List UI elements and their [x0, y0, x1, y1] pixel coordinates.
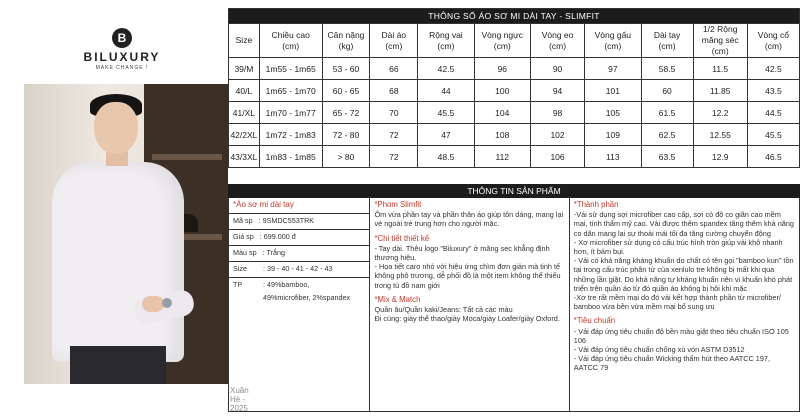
table-row: [229, 58, 800, 80]
sku-value: : 9SMDC553TRK: [258, 216, 315, 225]
size-header-cell: [474, 24, 530, 58]
standards-text: - Vải đáp ứng tiêu chuẩn độ bền màu giặt theo tiêu chuẩn ISO 105 106 - Vải đáp ứng tiêu chuẩn chống xù vón ASTM D3512 - Vải đáp ứng tiêu chuẩn Wicking thấm hút theo AATCC 197, AATCC 79: [573, 326, 789, 373]
material-label: TP: [233, 280, 243, 289]
size-cell: 47: [418, 124, 474, 146]
size-cell: 53 - 60: [322, 58, 370, 80]
sku-row: [229, 214, 369, 230]
price-value: : 699.000 đ: [259, 232, 296, 241]
size-cell: 97: [585, 58, 641, 80]
size-cell: 12.2: [693, 102, 747, 124]
size-cell: 1m72 - 1m83: [259, 124, 322, 146]
model-pants: [70, 346, 166, 384]
size-cell: 90: [530, 58, 584, 80]
size-cell: 58.5: [641, 58, 693, 80]
season-caption: Xuân Hè - 2025: [230, 386, 249, 413]
product-info-title: THÔNG TIN SẢN PHẨM: [228, 184, 800, 198]
composition-title: *Thành phần: [573, 200, 619, 209]
size-header-text: Vòng cổ: [757, 29, 789, 40]
size-cell: 61.5: [641, 102, 693, 124]
table-row: [229, 124, 800, 146]
size-header-cell: [229, 24, 260, 58]
size-cell: 1m65 - 1m70: [259, 80, 322, 102]
size-header-cell: [747, 24, 799, 58]
size-header-cell: [641, 24, 693, 58]
size-cell: 68: [370, 80, 418, 102]
size-header-text: (cm): [549, 40, 567, 51]
size-header-cell: [585, 24, 641, 58]
size-cell: 48.5: [418, 146, 474, 168]
design-column: [370, 198, 569, 411]
size-cell: 65 - 72: [322, 102, 370, 124]
size-cell: 112: [474, 146, 530, 168]
size-cell: 72 - 80: [322, 124, 370, 146]
design-detail-text: - Tay dài. Thêu logo "Biluxury" ở măng sec khẳng định thương hiệu. - Họa tiết caro nhỏ với hiệu ứng chìm đơn giản mà tinh tế không phô trương, dễ phối đồ là một item không thể thiếu trong tủ đồ nam giới: [374, 243, 561, 290]
white-shirt: [52, 162, 184, 362]
size-header-text: Vòng ngực: [481, 29, 524, 40]
size-label: Size: [233, 264, 247, 273]
size-cell: 11.5: [693, 58, 747, 80]
size-header-text: (cm): [493, 40, 511, 51]
material-row: [229, 278, 369, 308]
size-cell: 60 - 65: [322, 80, 370, 102]
size-cell: 105: [585, 102, 641, 124]
color-label: Màu sp: [233, 248, 257, 257]
size-cell: 42.5: [418, 58, 474, 80]
size-cell: 41/XL: [229, 102, 260, 124]
fit-text: Ôm vừa phần tay và phần thân áo giúp tôn dáng, mang lại vẻ ngoài trẻ trung hơn cho người mặc.: [374, 210, 564, 229]
size-header-text: (cm): [385, 40, 403, 51]
size-cell: 109: [585, 124, 641, 146]
size-cell: 106: [530, 146, 584, 168]
model-photo: [24, 84, 228, 384]
color-row: [229, 246, 369, 262]
size-cell: 43/3XL: [229, 146, 260, 168]
material-value-1: : 49%bamboo,: [263, 280, 310, 289]
mix-match-block: [374, 295, 564, 324]
size-cell: 42.5: [747, 58, 799, 80]
fit-block: [374, 200, 564, 229]
size-header-text: 1/2 Rộng: [702, 24, 738, 34]
size-cell: 72: [370, 146, 418, 168]
size-cell: 44.5: [747, 102, 799, 124]
size-header-text: (cm): [764, 40, 782, 51]
size-cell: 39/M: [229, 58, 260, 80]
size-table: [228, 8, 800, 168]
size-cell: 62.5: [641, 124, 693, 146]
model-hand: [142, 296, 164, 312]
size-header-text: Vòng gấu: [594, 29, 632, 40]
design-detail-block: [374, 234, 564, 290]
standards-title: *Tiêu chuẩn: [573, 316, 616, 326]
size-cell: 40/L: [229, 80, 260, 102]
size-cell: 102: [530, 124, 584, 146]
size-cell: 72: [370, 124, 418, 146]
design-detail-title: *Chi tiết thiết kế: [374, 233, 430, 243]
size-cell: 113: [585, 146, 641, 168]
size-header-text: măng séc: [701, 35, 739, 45]
size-header-text: (cm): [437, 40, 455, 51]
size-cell: 12.9: [693, 146, 747, 168]
size-header-text: (kg): [338, 40, 354, 51]
size-header-text: (cm): [282, 40, 300, 51]
size-cell: 101: [585, 80, 641, 102]
size-header-cell: [530, 24, 584, 58]
size-cell: 11.85: [693, 80, 747, 102]
shelf-board: [152, 154, 222, 160]
size-header-text: Cân nặng: [327, 29, 365, 40]
product-name: *Áo sơ mi dài tay: [233, 200, 294, 209]
table-row: [229, 146, 800, 168]
size-cell: 94: [530, 80, 584, 102]
size-cell: 44: [418, 80, 474, 102]
product-name-row: [229, 198, 369, 214]
color-value: : Trắng: [262, 248, 285, 257]
price-row: [229, 230, 369, 246]
logo-mark: B: [112, 28, 132, 48]
size-cell: 66: [370, 58, 418, 80]
size-header-cell: [418, 24, 474, 58]
sku-label: Mã sp: [233, 216, 253, 225]
size-table-body: [229, 58, 800, 168]
size-cell: 1m70 - 1m77: [259, 102, 322, 124]
product-basic-column: [229, 198, 370, 411]
size-cell: 60: [641, 80, 693, 102]
size-header-cell: [259, 24, 322, 58]
size-header-text: Rộng vai: [429, 29, 463, 40]
material-column: [570, 198, 799, 411]
size-cell: 108: [474, 124, 530, 146]
size-cell: 43.5: [747, 80, 799, 102]
size-cell: 70: [370, 102, 418, 124]
size-cell: 100: [474, 80, 530, 102]
size-cell: 12.55: [693, 124, 747, 146]
size-row: [229, 262, 369, 278]
model-head: [94, 102, 138, 154]
price-label: Giá sp: [233, 232, 254, 241]
table-row: [229, 80, 800, 102]
table-row: [229, 102, 800, 124]
size-header-text: Dài áo: [381, 29, 407, 40]
standards-block: [574, 316, 795, 372]
size-header-text: Size: [235, 35, 253, 45]
size-header-cell: [370, 24, 418, 58]
material-line: [233, 280, 365, 289]
mix-match-text: Quần âu/Quần kaki/Jeans: Tất cả các màu Đi cùng: giày thể thao/giày Moca/giày Loafer/giày Oxford.: [374, 305, 560, 324]
size-header-text: (cm): [604, 40, 622, 51]
composition-text: -Vải sử dụng sợi microfiber cao cấp, sợi có độ co giãn cao mềm mại, tính thẩm mỹ cao. Vải được thêm spandex tăng thêm khả năng co dãn mang lại sự thoải mái tối đa tăng cường chuyển động - Xơ microfiber sử dụng có cấu trúc hình tròn giúp vải khô nhanh hơn, ít bám bụi. - Vải có khả năng kháng khuẩn do chất có tên gọi "bamboo kun" tồn tại trong cấu trúc phân tử của xenlulo tre không bị mất khi qua những lần giặt. Do khả năng tự kháng khuẩn nên vi khuẩn khó phát triển trên quần áo từ đó quần áo không bị hôi khi mặc -Xơ tre rất mềm mại do đó vải kết hợp thành phần từ microfiber/ bamboo vừa bền vừa mềm mại bổ sung ưu: [573, 210, 794, 312]
composition-block: [574, 200, 795, 311]
size-cell: 96: [474, 58, 530, 80]
brand-tagline: MAKE CHANGE !: [95, 65, 149, 71]
size-cell: 42/2XL: [229, 124, 260, 146]
size-cell: 1m55 - 1m65: [259, 58, 322, 80]
size-header-text: Vòng eo: [541, 29, 574, 40]
size-header-text: (cm): [658, 40, 676, 51]
brand-name: BILUXURY: [83, 50, 161, 64]
size-cell: 98: [530, 102, 584, 124]
size-header-text: (cm): [711, 46, 729, 56]
size-cell: 46.5: [747, 146, 799, 168]
size-table-title: THÔNG SỐ ÁO SƠ MI DÀI TAY - SLIMFIT: [229, 9, 800, 24]
size-value: : 39 - 40 - 41 - 42 - 43: [262, 264, 333, 273]
size-header-text: Dài tay: [653, 29, 681, 40]
watch-icon: [162, 298, 172, 308]
size-cell: 1m83 - 1m85: [259, 146, 322, 168]
size-cell: 45.5: [418, 102, 474, 124]
size-cell: 45.5: [747, 124, 799, 146]
size-cell: > 80: [322, 146, 370, 168]
material-value-2: 49%microfiber, 2%spandex: [263, 293, 351, 303]
size-cell: 63.5: [641, 146, 693, 168]
size-header-cell: [322, 24, 370, 58]
fit-title: *Phom Slimfit: [374, 200, 422, 209]
mix-match-title: *Mix & Match: [374, 294, 421, 304]
size-header-text: Chiều cao: [271, 29, 310, 40]
product-info-grid: [228, 198, 800, 412]
size-table-header: [229, 24, 800, 58]
size-cell: 104: [474, 102, 530, 124]
size-header-cell: [693, 24, 747, 58]
brand-logo: [62, 28, 182, 71]
